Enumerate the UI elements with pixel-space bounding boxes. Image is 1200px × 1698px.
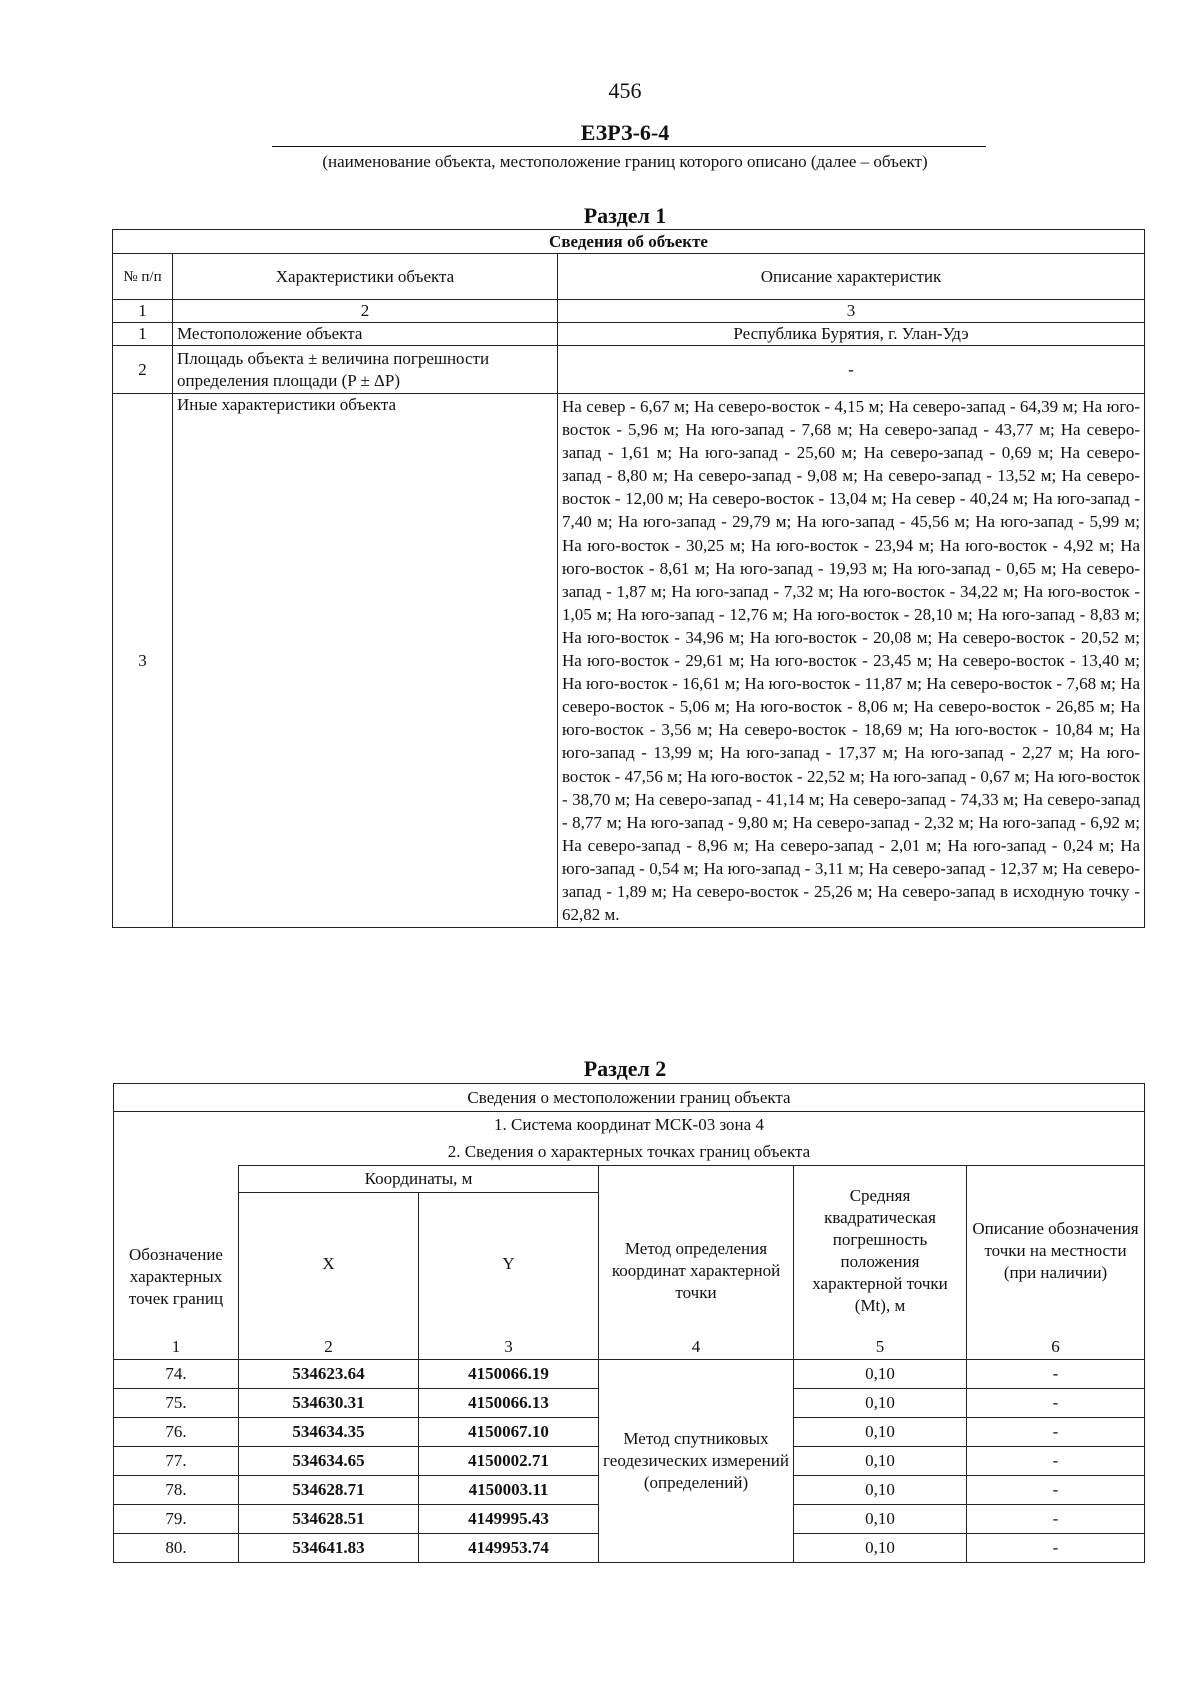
point-note: - bbox=[967, 1418, 1145, 1447]
point-mt: 0,10 bbox=[794, 1447, 967, 1476]
point-x: 534634.35 bbox=[239, 1418, 419, 1447]
table-row bbox=[113, 346, 1145, 394]
point-x: 534628.51 bbox=[239, 1505, 419, 1534]
point-x: 534641.83 bbox=[239, 1534, 419, 1563]
point-id: 77. bbox=[114, 1447, 239, 1476]
point-x: 534630.31 bbox=[239, 1389, 419, 1418]
table-row bbox=[113, 394, 1145, 928]
point-mt: 0,10 bbox=[794, 1389, 967, 1418]
table-row bbox=[113, 323, 1145, 346]
boundary-description: На север - 6,67 м; На северо-восток - 4,15 м; На северо-запад - 64,39 м; На юго-восток - 5,96 м; На юго-запад - 7,68 м; На северо-запад - 43,77 м; На северо-запад - 1,61 м; На юго-запад - 25,60 м; На северо-запад - 0,69 м; На северо-запад - 8,80 м; На северо-запад - 9,08 м; На северо-запад - 13,52 м; На северо-восток - 12,00 м; На северо-восток - 13,04 м; На север - 40,24 м; На юго-запад - 7,40 м; На юго-запад - 29,79 м; На юго-запад - 45,56 м; На юго-запад - 5,99 м; На юго-восток - 30,25 м; На юго-восток - 23,94 м; На юго-восток - 4,92 м; На юго-восток - 8,61 м; На юго-запад - 19,93 м; На юго-запад - 0,65 м; На северо-запад - 1,87 м; На юго-запад - 7,32 м; На юго-восток - 34,22 м; На юго-восток - 1,05 м; На юго-запад - 12,76 м; На юго-восток - 28,10 м; На юго-запад - 8,83 м; На юго-восток - 34,96 м; На юго-восток - 20,08 м; На северо-восток - 20,52 м; На юго-восток - 29,61 м; На юго-восток - 23,45 м; На северо-восток - 13,40 м; На юго-восток - 16,61 м; На юго-восток - 11,87 м; На северо-восток - 7,68 м; На северо-восток - 5,06 м; На юго-восток - 8,06 м; На северо-восток - 26,85 м; На юго-восток - 3,56 м; На северо-восток - 18,69 м; На юго-восток - 10,84 м; На юго-запад - 13,99 м; На юго-запад - 17,37 м; На юго-запад - 2,27 м; На юго-восток - 47,56 м; На юго-восток - 22,52 м; На юго-запад - 0,67 м; На юго-восток - 38,70 м; На северо-запад - 41,14 м; На северо-запад - 74,33 м; На северо-запад - 8,77 м; На юго-запад - 9,80 м; На северо-запад - 2,32 м; На юго-запад - 6,92 м; На северо-запад - 8,96 м; На северо-запад - 2,01 м; На юго-запад - 0,24 м; На юго-запад - 0,54 м; На юго-запад - 3,11 м; На северо-запад - 12,37 м; На северо-запад - 1,89 м; На северо-восток - 25,26 м; На северо-запад в исходную точку - 62,82 м. bbox=[558, 394, 1145, 928]
object-name: ЕЗРЗ-6-4 bbox=[580, 120, 670, 145]
header-note: Описание обозначения точки на местности (при наличии) bbox=[967, 1166, 1145, 1336]
header-method: Метод определения координат характерной точки bbox=[599, 1166, 794, 1336]
point-note: - bbox=[967, 1476, 1145, 1505]
coordinate-system: 1. Система координат МСК-03 зона 4 bbox=[114, 1112, 1145, 1139]
object-name-underline bbox=[272, 146, 986, 147]
point-id: 78. bbox=[114, 1476, 239, 1505]
point-x: 534628.71 bbox=[239, 1476, 419, 1505]
point-mt: 0,10 bbox=[794, 1505, 967, 1534]
object-info-table-title: Сведения об объекте bbox=[113, 230, 1145, 254]
point-mt: 0,10 bbox=[794, 1360, 967, 1389]
point-y: 4149995.43 bbox=[419, 1505, 599, 1534]
header-error: Средняя квадратическая погрешность положения характерной точки (Mt), м bbox=[794, 1166, 967, 1336]
row-num: 3 bbox=[113, 394, 173, 928]
col-number: 6 bbox=[967, 1336, 1145, 1360]
col-number: 1 bbox=[113, 300, 173, 323]
col-number: 5 bbox=[794, 1336, 967, 1360]
point-id: 76. bbox=[114, 1418, 239, 1447]
col-number: 1 bbox=[114, 1336, 239, 1360]
point-note: - bbox=[967, 1360, 1145, 1389]
point-mt: 0,10 bbox=[794, 1418, 967, 1447]
point-id: 74. bbox=[114, 1360, 239, 1389]
point-note: - bbox=[967, 1534, 1145, 1563]
header-coords: Координаты, м bbox=[239, 1166, 599, 1193]
point-id: 79. bbox=[114, 1505, 239, 1534]
row-num: 1 bbox=[113, 323, 173, 346]
col-number: 2 bbox=[173, 300, 558, 323]
point-id: 75. bbox=[114, 1389, 239, 1418]
point-method: Метод спутниковых геодезических измерений (определений) bbox=[599, 1360, 794, 1563]
point-x: 534634.65 bbox=[239, 1447, 419, 1476]
point-y: 4150067.10 bbox=[419, 1418, 599, 1447]
point-id: 80. bbox=[114, 1534, 239, 1563]
object-name-caption: (наименование объекта, местоположение границ которого описано (далее – объект) bbox=[322, 152, 928, 171]
point-y: 4150003.11 bbox=[419, 1476, 599, 1505]
object-info-table bbox=[112, 229, 1145, 928]
row-value: Республика Бурятия, г. Улан-Удэ bbox=[558, 323, 1145, 346]
boundary-table-title: Сведения о местоположении границ объекта bbox=[114, 1084, 1145, 1112]
point-y: 4150066.19 bbox=[419, 1360, 599, 1389]
header-characteristics: Характеристики объекта bbox=[173, 254, 558, 300]
point-y: 4150002.71 bbox=[419, 1447, 599, 1476]
row-num: 2 bbox=[113, 346, 173, 394]
point-y: 4150066.13 bbox=[419, 1389, 599, 1418]
header-point: Обозначение характерных точек границ bbox=[114, 1166, 239, 1336]
point-note: - bbox=[967, 1505, 1145, 1534]
row-name: Площадь объекта ± величина погрешности определения площади (P ± ΔP) bbox=[173, 346, 558, 394]
header-x: X bbox=[239, 1193, 419, 1336]
point-note: - bbox=[967, 1389, 1145, 1418]
point-x: 534623.64 bbox=[239, 1360, 419, 1389]
point-mt: 0,10 bbox=[794, 1534, 967, 1563]
header-y: Y bbox=[419, 1193, 599, 1336]
header-num: № п/п bbox=[113, 254, 173, 300]
header-description: Описание характеристик bbox=[558, 254, 1145, 300]
boundary-points-table bbox=[113, 1083, 1145, 1563]
col-number: 3 bbox=[419, 1336, 599, 1360]
col-number: 2 bbox=[239, 1336, 419, 1360]
section2-title: Раздел 2 bbox=[583, 1056, 667, 1081]
row-value: - bbox=[558, 346, 1145, 394]
section1-title: Раздел 1 bbox=[583, 203, 667, 228]
point-mt: 0,10 bbox=[794, 1476, 967, 1505]
point-y: 4149953.74 bbox=[419, 1534, 599, 1563]
point-note: - bbox=[967, 1447, 1145, 1476]
page-number: 456 bbox=[608, 78, 642, 103]
table-row bbox=[114, 1360, 1145, 1389]
row-name: Местоположение объекта bbox=[173, 323, 558, 346]
col-number: 4 bbox=[599, 1336, 794, 1360]
row-name: Иные характеристики объекта bbox=[173, 394, 558, 928]
col-number: 3 bbox=[558, 300, 1145, 323]
points-subtitle: 2. Сведения о характерных точках границ объекта bbox=[114, 1139, 1145, 1166]
